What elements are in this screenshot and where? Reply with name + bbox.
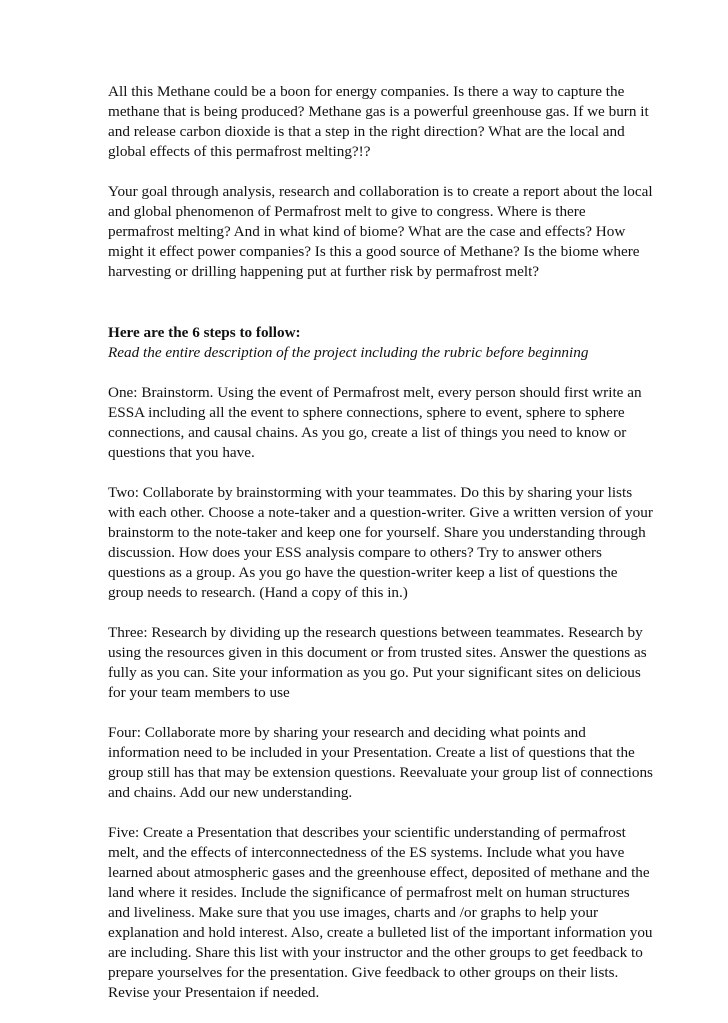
document-page xyxy=(108,82,653,1023)
step-two-paragraph: Two: Collaborate by brainstorming with your teammates. Do this by sharing your lists with each other. Choose a note-taker and a question-writer. Give a written version of your brainstorm to the note-taker and keep one for yourself. Share you understanding through discussion. How does your ESS analysis compare to others? Try to answer others questions as a group. As you go have the question-writer keep a list of questions the group needs to research. (Hand a copy of this in.) xyxy=(108,484,653,601)
step-four-paragraph: Four: Collaborate more by sharing your research and deciding what points and information need to be included in your Presentation. Create a list of questions that the group still has that may be extension questions. Reevaluate your group list of connections and chains. Add our new understanding. xyxy=(108,724,653,801)
steps-heading: Here are the 6 steps to follow: xyxy=(108,324,301,341)
intro-paragraph-methane: All this Methane could be a boon for energy companies. Is there a way to capture the methane that is being produced? Methane gas is a powerful greenhouse gas. If we burn it and release carbon dioxide is that a step in the right direction? What are the local and global effects of this permafrost melting?!? xyxy=(108,83,649,160)
steps-instruction: Read the entire description of the project including the rubric before beginning xyxy=(108,344,589,361)
step-three-paragraph: Three: Research by dividing up the research questions between teammates. Research by using the resources given in this document or from trusted sites. Answer the questions as fully as you can. Site your information as you go. Put your significant sites on delicious for your team members to use xyxy=(108,624,647,701)
step-one-paragraph: One: Brainstorm. Using the event of Permafrost melt, every person should first write an ESSA including all the event to sphere connections, sphere to event, sphere to sphere connections, and causal chains. As you go, create a list of things you need to know or questions that you have. xyxy=(108,384,642,461)
step-five-paragraph: Five: Create a Presentation that describes your scientific understanding of permafrost melt, and the effects of interconnectedness of the ES systems. Include what you have learned about atmospheric gases and the greenhouse effect, deposited of methane and the land where it resides. Include the significance of permafrost melt on human structures and liveliness. Make sure that you use images, charts and /or graphs to help your explanation and hold interest. Also, create a bulleted list of the important information you are including. Share this list with your instructor and the other groups to get feedback to prepare yourselves for the presentation. Give feedback to other groups on their lists. Revise your Presentaion if needed. xyxy=(108,824,653,1001)
intro-paragraph-goal: Your goal through analysis, research and collaboration is to create a report about the local and global phenomenon of Permafrost melt to give to congress. Where is there permafrost melting? And in what kind of biome? What are the case and effects? How might it effect power companies? Is this a good source of Methane? Is the biome where harvesting or drilling happening put at further risk by permafrost melt? xyxy=(108,183,653,280)
